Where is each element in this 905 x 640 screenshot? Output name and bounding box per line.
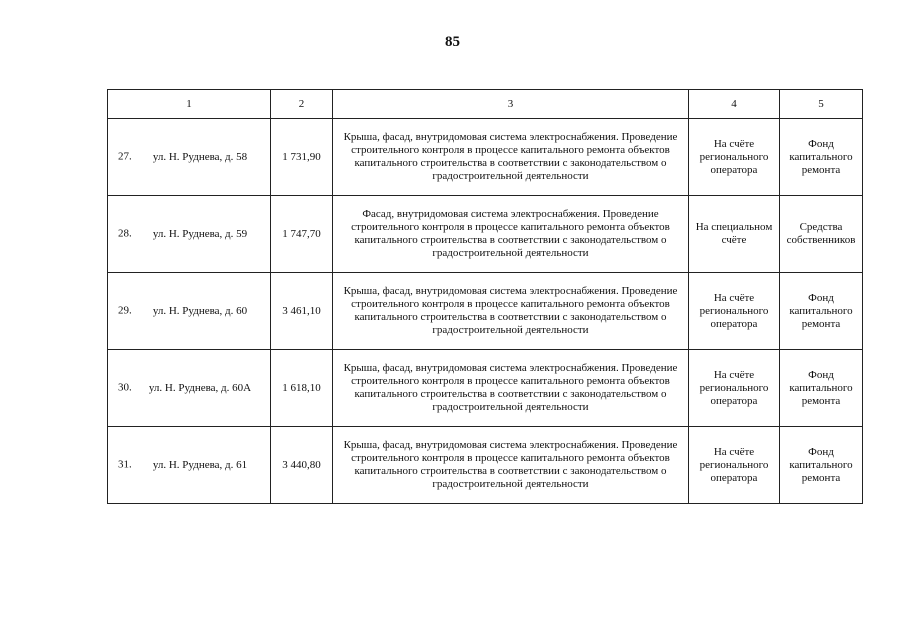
works-cell: Фасад, внутридомовая система электроснабжения. Проведение строительного контроля в процессе капитального ремонта объектов капитального строительства в соответствии с законодательством о градостроительной деятельности — [333, 196, 689, 273]
table-header-row — [108, 90, 863, 119]
table-row — [108, 196, 863, 273]
address: ул. Н. Руднева, д. 60 — [152, 304, 248, 317]
repair-schedule-table — [107, 89, 863, 504]
area-cell: 3 440,80 — [271, 427, 333, 504]
works-cell: Крыша, фасад, внутридомовая система электроснабжения. Проведение строительного контроля в процессе капитального ремонта объектов капитального строительства в соответствии с законодательством о градостроительной деятельности — [333, 273, 689, 350]
funding-cell: Фонд капитального ремонта — [780, 427, 863, 504]
works-cell: Крыша, фасад, внутридомовая система электроснабжения. Проведение строительного контроля в процессе капитального ремонта объектов капитального строительства в соответствии с законодательством о градостроительной деятельности — [333, 119, 689, 196]
row-number: 29. — [118, 304, 132, 317]
address-cell — [108, 427, 271, 504]
address-cell — [108, 196, 271, 273]
funding-cell: Фонд капитального ремонта — [780, 273, 863, 350]
area-cell: 1 618,10 — [271, 350, 333, 427]
funding-cell: Средства собственников — [780, 196, 863, 273]
area-cell: 1 747,70 — [271, 196, 333, 273]
address: ул. Н. Руднева, д. 59 — [152, 227, 248, 240]
address-cell — [108, 119, 271, 196]
row-number: 30. — [118, 381, 132, 394]
area-cell: 1 731,90 — [271, 119, 333, 196]
account-cell: На счёте регионального оператора — [689, 273, 780, 350]
account-cell: На счёте регионального оператора — [689, 427, 780, 504]
funding-cell: Фонд капитального ремонта — [780, 119, 863, 196]
area-cell: 3 461,10 — [271, 273, 333, 350]
table-row — [108, 273, 863, 350]
works-cell: Крыша, фасад, внутридомовая система электроснабжения. Проведение строительного контроля в процессе капитального ремонта объектов капитального строительства в соответствии с законодательством о градостроительной деятельности — [333, 427, 689, 504]
column-header-4: 4 — [689, 90, 780, 119]
account-cell: На специальном счёте — [689, 196, 780, 273]
column-header-2: 2 — [271, 90, 333, 119]
address: ул. Н. Руднева, д. 58 — [152, 150, 248, 163]
page-number: 85 — [445, 34, 460, 50]
table-row — [108, 350, 863, 427]
address-cell — [108, 273, 271, 350]
address: ул. Н. Руднева, д. 61 — [152, 458, 248, 471]
column-header-5: 5 — [780, 90, 863, 119]
address: ул. Н. Руднева, д. 60А — [148, 381, 252, 394]
column-header-3: 3 — [333, 90, 689, 119]
address-cell — [108, 350, 271, 427]
row-number: 27. — [118, 150, 132, 163]
table-row — [108, 427, 863, 504]
row-number: 28. — [118, 227, 132, 240]
column-header-1: 1 — [108, 90, 271, 119]
works-cell: Крыша, фасад, внутридомовая система электроснабжения. Проведение строительного контроля в процессе капитального ремонта объектов капитального строительства в соответствии с законодательством о градостроительной деятельности — [333, 350, 689, 427]
account-cell: На счёте регионального оператора — [689, 350, 780, 427]
row-number: 31. — [118, 458, 132, 471]
table-row — [108, 119, 863, 196]
funding-cell: Фонд капитального ремонта — [780, 350, 863, 427]
account-cell: На счёте регионального оператора — [689, 119, 780, 196]
